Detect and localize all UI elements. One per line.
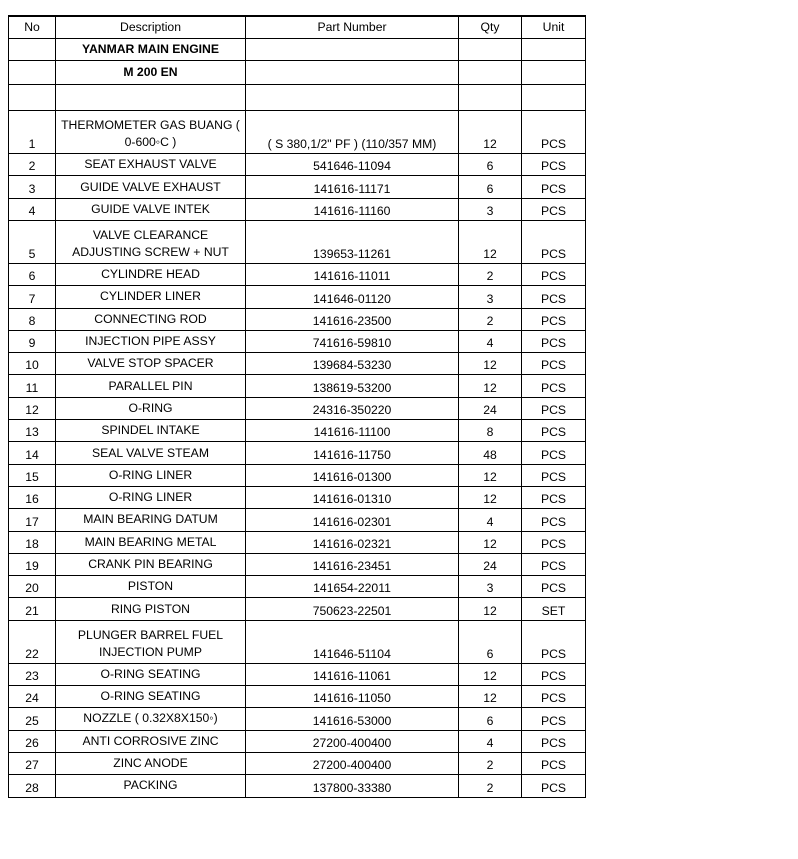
row-unit: PCS <box>522 486 586 508</box>
row-part-number: 141616-11061 <box>246 663 459 685</box>
row-no: 27 <box>9 752 56 774</box>
table-row <box>9 708 586 730</box>
row-no: 18 <box>9 531 56 553</box>
row-description: CRANK PIN BEARING <box>56 553 246 575</box>
row-no: 11 <box>9 375 56 397</box>
row-part-number: 141616-01310 <box>246 486 459 508</box>
row-no: 14 <box>9 442 56 464</box>
row-description: RING PISTON <box>56 598 246 620</box>
row-no: 2 <box>9 154 56 176</box>
row-no: 28 <box>9 775 56 797</box>
row-description: NOZZLE ( 0.32X8X150◦) <box>56 708 246 730</box>
row-description: O-RING SEATING <box>56 663 246 685</box>
table-row <box>9 620 586 663</box>
row-no: 13 <box>9 420 56 442</box>
row-description: SEAT EXHAUST VALVE <box>56 154 246 176</box>
row-part-number: 141616-11011 <box>246 263 459 285</box>
row-no: 12 <box>9 397 56 419</box>
row-part-number: 139653-11261 <box>246 220 459 263</box>
row-part-number: 138619-53200 <box>246 375 459 397</box>
row-no: 10 <box>9 353 56 375</box>
row-qty: 4 <box>459 330 522 352</box>
row-description: PARALLEL PIN <box>56 375 246 397</box>
row-unit: PCS <box>522 775 586 797</box>
row-unit: PCS <box>522 397 586 419</box>
table-row <box>9 553 586 575</box>
row-no: 9 <box>9 330 56 352</box>
row-qty: 6 <box>459 708 522 730</box>
row-no: 7 <box>9 286 56 308</box>
row-unit: PCS <box>522 531 586 553</box>
row-part-number: 141616-23451 <box>246 553 459 575</box>
row-qty: 12 <box>459 663 522 685</box>
row-qty: 12 <box>459 686 522 708</box>
row-unit: PCS <box>522 708 586 730</box>
row-no: 8 <box>9 308 56 330</box>
header-part-number: Part Number <box>246 16 459 38</box>
title-row <box>9 38 586 60</box>
row-no: 6 <box>9 263 56 285</box>
table-row <box>9 531 586 553</box>
row-qty: 6 <box>459 620 522 663</box>
row-unit: SET <box>522 598 586 620</box>
row-qty: 2 <box>459 752 522 774</box>
table-row <box>9 176 586 198</box>
row-no: 23 <box>9 663 56 685</box>
row-unit: PCS <box>522 198 586 220</box>
row-unit: PCS <box>522 286 586 308</box>
row-unit: PCS <box>522 420 586 442</box>
row-qty: 12 <box>459 375 522 397</box>
row-part-number: 741616-59810 <box>246 330 459 352</box>
row-part-number: 24316-350220 <box>246 397 459 419</box>
table-row <box>9 598 586 620</box>
row-unit: PCS <box>522 553 586 575</box>
header-qty: Qty <box>459 16 522 38</box>
row-part-number: 141616-53000 <box>246 708 459 730</box>
blank-row <box>9 85 586 111</box>
table-row <box>9 263 586 285</box>
row-part-number: 541646-11094 <box>246 154 459 176</box>
row-qty: 12 <box>459 531 522 553</box>
row-qty: 3 <box>459 576 522 598</box>
table-row <box>9 308 586 330</box>
header-description: Description <box>56 16 246 38</box>
row-part-number: 27200-400400 <box>246 730 459 752</box>
parts-table <box>8 15 586 798</box>
row-unit: PCS <box>522 752 586 774</box>
row-no: 17 <box>9 509 56 531</box>
table-row <box>9 375 586 397</box>
row-qty: 48 <box>459 442 522 464</box>
row-no: 19 <box>9 553 56 575</box>
row-description: THERMOMETER GAS BUANG ( 0-600◦C ) <box>56 111 246 154</box>
row-qty: 4 <box>459 730 522 752</box>
row-description: O-RING LINER <box>56 464 246 486</box>
engine-title: YANMAR MAIN ENGINE <box>56 38 246 60</box>
row-description: INJECTION PIPE ASSY <box>56 330 246 352</box>
row-part-number: 141616-11750 <box>246 442 459 464</box>
row-part-number: ( S 380,1/2" PF ) (110/357 MM) <box>246 111 459 154</box>
row-no: 3 <box>9 176 56 198</box>
table-row <box>9 111 586 154</box>
row-part-number: 141616-11050 <box>246 686 459 708</box>
row-part-number: 141616-02301 <box>246 509 459 531</box>
table-row <box>9 686 586 708</box>
table-row <box>9 486 586 508</box>
row-part-number: 141616-02321 <box>246 531 459 553</box>
row-qty: 24 <box>459 553 522 575</box>
row-no: 5 <box>9 220 56 263</box>
row-unit: PCS <box>522 330 586 352</box>
row-description: ZINC ANODE <box>56 752 246 774</box>
row-unit: PCS <box>522 686 586 708</box>
table-row <box>9 353 586 375</box>
row-description: O-RING LINER <box>56 486 246 508</box>
row-part-number: 139684-53230 <box>246 353 459 375</box>
row-qty: 12 <box>459 111 522 154</box>
row-part-number: 27200-400400 <box>246 752 459 774</box>
table-row <box>9 198 586 220</box>
row-qty: 3 <box>459 286 522 308</box>
row-description: MAIN BEARING METAL <box>56 531 246 553</box>
row-unit: PCS <box>522 353 586 375</box>
row-unit: PCS <box>522 220 586 263</box>
row-description: PACKING <box>56 775 246 797</box>
row-qty: 3 <box>459 198 522 220</box>
row-description: PISTON <box>56 576 246 598</box>
row-description: GUIDE VALVE INTEK <box>56 198 246 220</box>
row-description: GUIDE VALVE EXHAUST <box>56 176 246 198</box>
row-qty: 6 <box>459 176 522 198</box>
row-part-number: 137800-33380 <box>246 775 459 797</box>
table-row <box>9 330 586 352</box>
table-row <box>9 464 586 486</box>
row-description: SPINDEL INTAKE <box>56 420 246 442</box>
row-no: 24 <box>9 686 56 708</box>
header-row <box>9 16 586 38</box>
header-unit: Unit <box>522 16 586 38</box>
row-part-number: 141646-51104 <box>246 620 459 663</box>
table-row <box>9 663 586 685</box>
table-row <box>9 420 586 442</box>
row-description: ANTI CORROSIVE ZINC <box>56 730 246 752</box>
row-unit: PCS <box>522 176 586 198</box>
table-row <box>9 397 586 419</box>
row-unit: PCS <box>522 442 586 464</box>
row-description: PLUNGER BARREL FUEL INJECTION PUMP <box>56 620 246 663</box>
row-part-number: 141654-22011 <box>246 576 459 598</box>
table-row <box>9 752 586 774</box>
blank-cell <box>56 85 246 111</box>
row-qty: 2 <box>459 263 522 285</box>
row-qty: 12 <box>459 220 522 263</box>
table-row <box>9 442 586 464</box>
row-part-number: 141616-11100 <box>246 420 459 442</box>
table-row <box>9 775 586 797</box>
engine-model: M 200 EN <box>56 61 246 85</box>
row-qty: 12 <box>459 598 522 620</box>
row-unit: PCS <box>522 730 586 752</box>
row-qty: 6 <box>459 154 522 176</box>
table-row <box>9 730 586 752</box>
row-part-number: 141616-11160 <box>246 198 459 220</box>
row-description: O-RING <box>56 397 246 419</box>
row-unit: PCS <box>522 576 586 598</box>
row-unit: PCS <box>522 263 586 285</box>
table-row <box>9 509 586 531</box>
row-part-number: 141616-01300 <box>246 464 459 486</box>
row-qty: 12 <box>459 486 522 508</box>
row-qty: 8 <box>459 420 522 442</box>
row-description: VALVE STOP SPACER <box>56 353 246 375</box>
row-part-number: 141616-11171 <box>246 176 459 198</box>
row-unit: PCS <box>522 308 586 330</box>
row-description: CYLINDER LINER <box>56 286 246 308</box>
row-qty: 4 <box>459 509 522 531</box>
table-row <box>9 154 586 176</box>
row-unit: PCS <box>522 663 586 685</box>
row-description: CYLINDRE HEAD <box>56 263 246 285</box>
row-description: VALVE CLEARANCE ADJUSTING SCREW + NUT <box>56 220 246 263</box>
row-part-number: 141616-23500 <box>246 308 459 330</box>
row-description: SEAL VALVE STEAM <box>56 442 246 464</box>
row-description: MAIN BEARING DATUM <box>56 509 246 531</box>
row-unit: PCS <box>522 509 586 531</box>
row-no: 22 <box>9 620 56 663</box>
row-qty: 2 <box>459 775 522 797</box>
model-row <box>9 61 586 85</box>
row-unit: PCS <box>522 375 586 397</box>
row-part-number: 141646-01120 <box>246 286 459 308</box>
row-qty: 24 <box>459 397 522 419</box>
row-no: 4 <box>9 198 56 220</box>
row-unit: PCS <box>522 154 586 176</box>
row-unit: PCS <box>522 620 586 663</box>
row-no: 16 <box>9 486 56 508</box>
row-no: 20 <box>9 576 56 598</box>
row-unit: PCS <box>522 111 586 154</box>
row-no: 15 <box>9 464 56 486</box>
row-no: 25 <box>9 708 56 730</box>
row-no: 21 <box>9 598 56 620</box>
table-row <box>9 286 586 308</box>
row-qty: 2 <box>459 308 522 330</box>
row-description: CONNECTING ROD <box>56 308 246 330</box>
row-qty: 12 <box>459 464 522 486</box>
row-description: O-RING SEATING <box>56 686 246 708</box>
row-unit: PCS <box>522 464 586 486</box>
row-no: 1 <box>9 111 56 154</box>
row-part-number: 750623-22501 <box>246 598 459 620</box>
row-no: 26 <box>9 730 56 752</box>
table-row <box>9 220 586 263</box>
header-no: No <box>9 16 56 38</box>
table-row <box>9 576 586 598</box>
row-qty: 12 <box>459 353 522 375</box>
